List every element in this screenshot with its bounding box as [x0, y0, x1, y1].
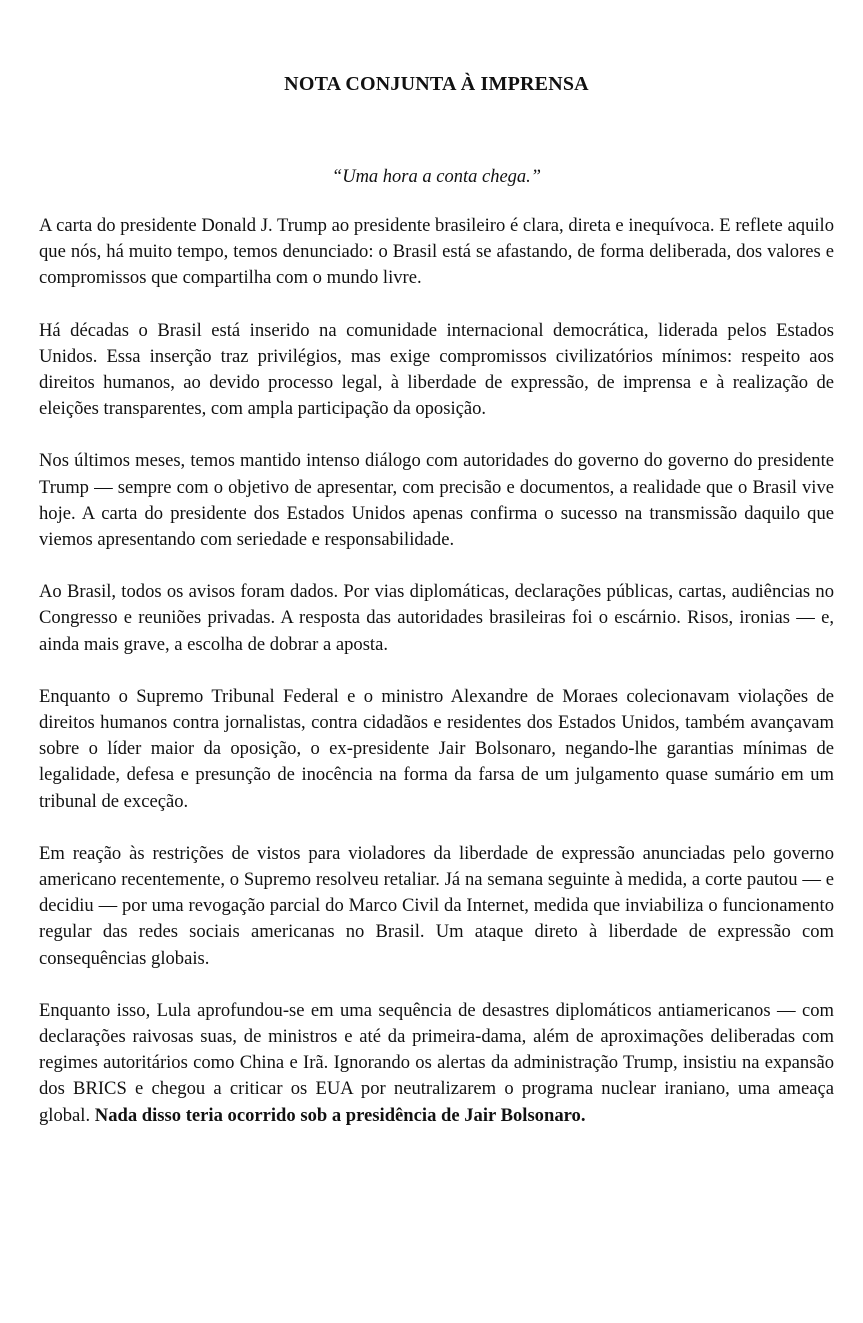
paragraph-2: Há décadas o Brasil está inserido na comunidade internacional democrática, liderada pelos Estados Unidos. Essa inserção traz privilégios, mas exige compromissos civilizatórios mínimos: respeito aos direitos humanos, ao devido processo legal, à liberdade de expressão, de imprensa e à realização de eleições transparentes, com ampla participação da oposição. [39, 319, 834, 420]
paragraph-4: Ao Brasil, todos os avisos foram dados. Por vias diplomáticas, declarações públicas, cartas, audiências no Congresso e reuniões privadas. A resposta das autoridades brasileiras foi o escárnio. Risos, ironias — e, ainda mais grave, a escolha de dobrar a aposta. [39, 581, 834, 655]
document-title: NOTA CONJUNTA À IMPRENSA [284, 73, 589, 95]
epigraph-quote: “Uma hora a conta chega.” [331, 167, 542, 187]
paragraph-1: A carta do presidente Donald J. Trump ao presidente brasileiro é clara, direta e inequívoca. E reflete aquilo que nós, há muito tempo, temos denunciado: o Brasil está se afastando, de forma deliberada, dos valores e compromissos que compartilha com o mundo livre. [39, 215, 834, 289]
paragraph-7-text: Enquanto isso, Lula aprofundou-se em uma sequência de desastres diplomáticos antiamericanos — com declarações raivosas suas, de ministros e até da primeira-dama, além de aproximações deliberadas com regimes autoritários como China e Irã. Ignorando os alertas da administração Trump, insistiu na expansão dos BRICS e chegou a criticar os EUA por neutralizarem o programa nuclear iraniano, uma ameaça global. [39, 999, 834, 1126]
paragraph-5: Enquanto o Supremo Tribunal Federal e o ministro Alexandre de Moraes colecionavam violações de direitos humanos contra jornalistas, contra cidadãos e residentes dos Estados Unidos, também avançavam sobre o líder maior da oposição, o ex-presidente Jair Bolsonaro, negando-lhe garantias mínimas de legalidade, defesa e presunção de inocência na forma da farsa de um julgamento quase sumário em um tribunal de exceção. [39, 685, 834, 812]
paragraph-3: Nos últimos meses, temos mantido intenso diálogo com autoridades do governo do governo do presidente Trump — sempre com o objetivo de apresentar, com precisão e documentos, a realidade que o Brasil vive hoje. A carta do presidente dos Estados Unidos apenas confirma o sucesso na transmissão daquilo que viemos apresentando com seriedade e responsabilidade. [39, 450, 834, 551]
paragraph-7-bold-conclusion: Nada disso teria ocorrido sob a presidência de Jair Bolsonaro. [94, 1104, 586, 1126]
paragraph-6: Em reação às restrições de vistos para violadores da liberdade de expressão anunciadas pelo governo americano recentemente, o Supremo resolveu retaliar. Já na semana seguinte à medida, a corte pautou — e decidiu — por uma revogação parcial do Marco Civil da Internet, medida que inviabiliza o funcionamento regular das redes sociais americanas no Brasil. Um ataque direto à liberdade de expressão com consequências globais. [39, 842, 834, 969]
paragraph-7 [39, 998, 834, 1129]
press-note-page [39, 0, 834, 1129]
